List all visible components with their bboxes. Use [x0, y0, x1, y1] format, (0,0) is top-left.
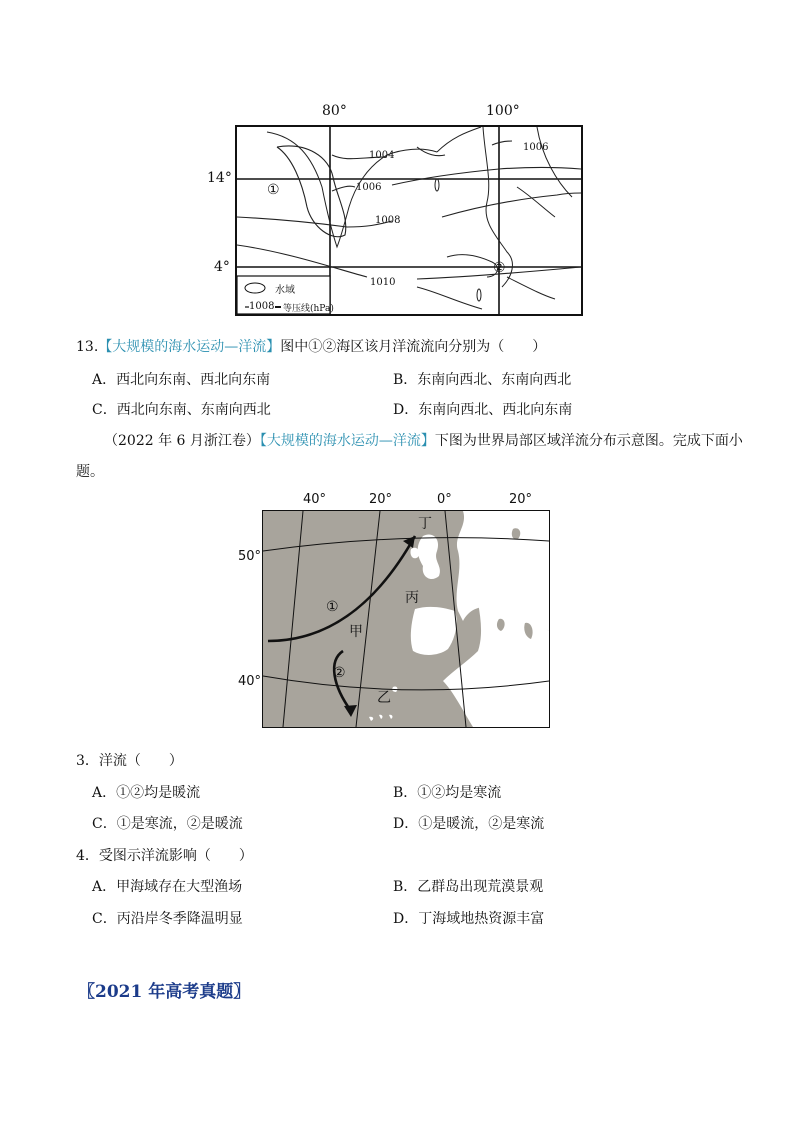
q13-option-c: C．西北向东南、东南向西北	[92, 402, 271, 418]
ocean-current-map-drawing	[263, 511, 549, 727]
place-yi: 乙	[377, 690, 391, 706]
map2-lon-label-0: 0°	[437, 492, 452, 507]
map2-lon-label-20e: 20°	[509, 492, 533, 507]
map1-lon-label-100: 100°	[486, 103, 520, 119]
ocean-current-map	[262, 510, 550, 728]
section-heading: 〖2021 年高考真题〗	[78, 982, 251, 1002]
intro-text: 下图为世界局部区域洋流分布示意图。完成下面小	[434, 433, 743, 449]
place-jia: 甲	[349, 624, 363, 640]
intro-text-continued: 题。	[76, 464, 104, 480]
map1-lat-label-4: 4°	[214, 259, 230, 275]
intro-source: （2022 年 6 月浙江卷）	[104, 433, 260, 449]
q3-option-d: D．①是暖流，②是寒流	[393, 816, 545, 832]
current-2-marker: ②	[333, 665, 346, 681]
marker-1: ①	[267, 182, 280, 198]
q3-option-c: C．①是寒流，②是暖流	[92, 816, 243, 832]
map2-lat-label-50: 50°	[238, 549, 262, 564]
map1-lat-label-14: 14°	[207, 170, 232, 186]
question-13-number: 13.	[76, 339, 99, 355]
q4-option-a: A．甲海域存在大型渔场	[92, 879, 243, 895]
current-1-marker: ①	[326, 599, 339, 615]
legend-isobar-value: 1008	[249, 301, 275, 312]
intro-tag: 【大规模的海水运动—洋流】	[259, 433, 435, 449]
q3-option-b: B．①②均是寒流	[393, 785, 502, 801]
q13-option-d: D．东南向西北、西北向东南	[393, 402, 573, 418]
question-4: 4．受图示洋流影响（ ）	[76, 848, 253, 864]
legend-water-label: 水域	[275, 285, 295, 296]
q3-option-a: A．①②均是暖流	[92, 785, 201, 801]
isobar-1006-label: 1006	[356, 182, 382, 193]
q4-option-d: D．丁海域地热资源丰富	[393, 911, 545, 927]
q13-option-b: B．东南向西北、东南向西北	[393, 372, 572, 388]
q4-option-c: C．丙沿岸冬季降温明显	[92, 911, 243, 927]
map1-lon-label-80: 80°	[322, 103, 347, 119]
question-13-tag: 【大规模的海水运动—洋流】	[98, 339, 281, 355]
q4-option-b: B．乙群岛出现荒漠景观	[393, 879, 544, 895]
question-13	[76, 336, 546, 356]
map2-lon-label-40: 40°	[303, 492, 327, 507]
isobar-1006-label-east: 1006	[523, 142, 549, 153]
question-13-stem: 图中①②海区该月洋流流向分别为（ ）	[280, 339, 547, 355]
place-bing: 丙	[405, 590, 419, 606]
q13-option-a: A．西北向东南、西北向东南	[92, 372, 271, 388]
isobar-1010-label: 1010	[370, 277, 396, 288]
pressure-map	[235, 125, 583, 316]
map2-lat-label-40: 40°	[238, 674, 262, 689]
isobar-1008-label: 1008	[375, 215, 401, 226]
marker-2: ②	[493, 260, 506, 276]
intro-paragraph	[104, 430, 743, 450]
isobar-1004-label: 1004	[369, 150, 395, 161]
map2-lon-label-20w: 20°	[369, 492, 393, 507]
place-ding: 丁	[418, 516, 432, 532]
question-3: 3．洋流（ ）	[76, 753, 183, 769]
legend-isobar-label: 等压线(hPa)	[283, 304, 334, 314]
